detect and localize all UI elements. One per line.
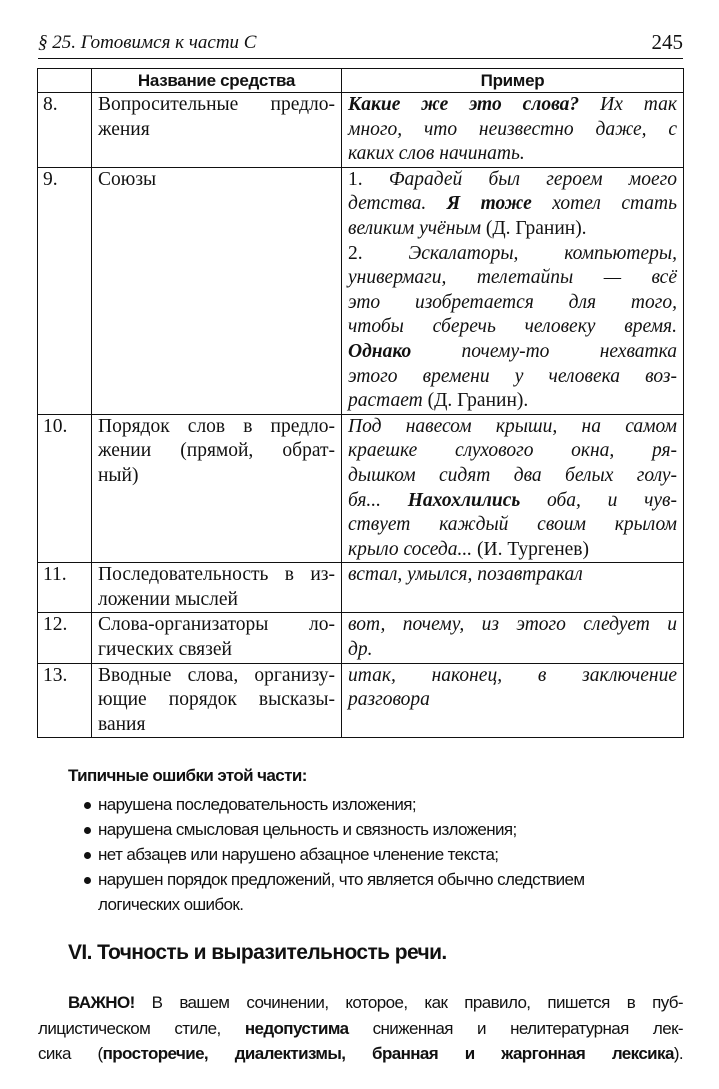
text-run: почему-то нехватка bbox=[411, 340, 677, 362]
error-line: нарушен порядок предложений, что является обычно следствием bbox=[98, 870, 585, 889]
text-run: Эскалаторы, компьютеры, bbox=[408, 242, 677, 264]
example-line bbox=[348, 242, 677, 267]
table-row bbox=[38, 414, 684, 563]
upright-text: (И. Тургенев) bbox=[477, 538, 590, 560]
text-run: лицистическом стиле, bbox=[38, 1018, 245, 1038]
text-run: краешке слухового окна, ря- bbox=[348, 440, 677, 462]
error-item bbox=[84, 792, 585, 817]
example-line bbox=[348, 464, 677, 489]
example-line bbox=[348, 664, 677, 689]
bold-text: ВАЖНО! bbox=[68, 993, 135, 1012]
example-text bbox=[342, 414, 684, 563]
bold-text: просторечие, диалектизмы, бранная и жаргонная лексика bbox=[102, 1044, 674, 1063]
bold-text: Я тоже bbox=[446, 193, 532, 215]
example-line bbox=[348, 118, 677, 143]
example-line bbox=[348, 389, 677, 414]
page-number: 245 bbox=[651, 30, 683, 54]
example-text bbox=[342, 93, 684, 168]
example-line bbox=[348, 340, 677, 365]
text-run: великим учёным bbox=[348, 217, 486, 239]
name-line: гических связей bbox=[98, 639, 232, 661]
example-line bbox=[348, 415, 677, 440]
means-name bbox=[92, 414, 342, 563]
name-line: жении (прямой, обрат- bbox=[98, 440, 335, 462]
upright-text: (Д. Гранин). bbox=[427, 390, 529, 412]
means-table bbox=[37, 68, 684, 738]
column-header-number bbox=[38, 69, 92, 93]
name-line: Союзы bbox=[98, 168, 157, 190]
bold-text: Какие же это слова? bbox=[348, 94, 580, 115]
example-line bbox=[348, 266, 677, 291]
name-line: Порядок слов в предло- bbox=[98, 415, 335, 437]
row-number: 9. bbox=[38, 167, 92, 414]
name-line: жения bbox=[98, 118, 150, 140]
text-run: дышком сидят два белых голу- bbox=[348, 464, 677, 486]
text-run: бя... bbox=[348, 489, 408, 511]
table-body bbox=[38, 93, 684, 738]
example-line bbox=[348, 217, 677, 242]
bold-text: Нахохлились bbox=[407, 489, 521, 511]
table-header-row bbox=[38, 69, 684, 93]
example-line bbox=[348, 688, 677, 713]
name-line: Вводные слова, организу- bbox=[98, 664, 335, 686]
upright-text: (Д. Гранин). bbox=[485, 217, 587, 239]
example-line bbox=[348, 513, 677, 538]
text-run: ствует каждый своим крылом bbox=[348, 514, 677, 536]
text-run: вот, почему, из этого следует и bbox=[348, 614, 677, 636]
upright-text: 2. bbox=[348, 242, 409, 264]
table-row bbox=[38, 613, 684, 663]
table-row bbox=[38, 167, 684, 414]
row-number: 13. bbox=[38, 663, 92, 738]
table-row bbox=[38, 93, 684, 168]
error-line: нарушена последовательность изложения; bbox=[98, 795, 417, 814]
example-line bbox=[348, 365, 677, 390]
error-item bbox=[84, 817, 585, 842]
error-line: логических ошибок. bbox=[98, 895, 244, 914]
text-run: итак, наконец, в заключение bbox=[348, 664, 677, 686]
bold-text: недопустима bbox=[244, 1018, 349, 1038]
error-item bbox=[84, 842, 585, 867]
text-run: разговора bbox=[348, 689, 430, 711]
text-run: этого времени у человека воз- bbox=[348, 365, 677, 387]
upright-text: 1. bbox=[348, 168, 389, 190]
text-run: каких слов начинать. bbox=[348, 143, 525, 165]
example-line bbox=[348, 142, 677, 167]
error-line: нет абзацев или нарушено абзацное членение текста; bbox=[98, 845, 499, 864]
errors-list bbox=[84, 792, 585, 917]
text-run: растает bbox=[348, 390, 428, 412]
example-line bbox=[348, 291, 677, 316]
error-item bbox=[84, 867, 585, 917]
example-line bbox=[348, 489, 677, 514]
name-line: Вопросительные предло- bbox=[98, 94, 335, 115]
name-line: ложении мыслей bbox=[98, 588, 238, 610]
paragraph-line bbox=[38, 1041, 683, 1067]
paragraph-line bbox=[38, 990, 683, 1016]
example-text bbox=[342, 563, 684, 613]
text-run: Фарадей был героем моего bbox=[388, 168, 678, 190]
example-text bbox=[342, 663, 684, 738]
text-run: др. bbox=[348, 639, 373, 661]
section-title: VI. Точность и выразительность речи. bbox=[68, 941, 447, 964]
means-name bbox=[92, 93, 342, 168]
row-number: 11. bbox=[38, 563, 92, 613]
errors-title: Типичные ошибки этой части: bbox=[68, 766, 307, 785]
example-line bbox=[348, 168, 677, 193]
running-header bbox=[38, 30, 683, 59]
text-run: детства. bbox=[348, 193, 447, 215]
important-paragraph bbox=[38, 990, 683, 1067]
means-name bbox=[92, 167, 342, 414]
row-number: 10. bbox=[38, 414, 92, 563]
text-run: это изобретается для того, bbox=[348, 291, 677, 313]
row-number: 12. bbox=[38, 613, 92, 663]
bold-text: Однако bbox=[348, 340, 412, 362]
example-line bbox=[348, 93, 677, 118]
example-line bbox=[348, 613, 677, 638]
text-run: Их так bbox=[579, 94, 678, 115]
example-line bbox=[348, 538, 677, 563]
text-run: В вашем сочинении, которое, как правило, пишется в пуб- bbox=[134, 993, 683, 1012]
means-name bbox=[92, 663, 342, 738]
text-run: сика ( bbox=[38, 1044, 103, 1063]
name-line: вания bbox=[98, 713, 146, 735]
text-run: оба, и чув- bbox=[520, 489, 677, 511]
paragraph-line bbox=[38, 1016, 683, 1042]
means-name bbox=[92, 613, 342, 663]
column-header-example: Пример bbox=[342, 69, 684, 93]
name-line: ный) bbox=[98, 464, 139, 486]
text-run: встал, умылся, позавтракал bbox=[348, 564, 583, 586]
table-row bbox=[38, 663, 684, 738]
text-run: чтобы сберечь человеку время. bbox=[348, 316, 677, 338]
text-run: хотел стать bbox=[531, 193, 678, 215]
name-line: Слова-организаторы ло- bbox=[98, 614, 335, 636]
text-run: универмаги, телетайпы — всё bbox=[348, 267, 677, 289]
example-line bbox=[348, 192, 677, 217]
name-line: ющие порядок высказы- bbox=[98, 689, 335, 711]
example-text bbox=[342, 167, 684, 414]
example-line bbox=[348, 563, 677, 588]
error-line: нарушена смысловая цельность и связность изложения; bbox=[98, 820, 517, 839]
text-run: Под навесом крыши, на самом bbox=[348, 415, 677, 437]
example-line bbox=[348, 315, 677, 340]
table-row bbox=[38, 563, 684, 613]
example-line bbox=[348, 439, 677, 464]
column-header-name: Название средства bbox=[92, 69, 342, 93]
row-number: 8. bbox=[38, 93, 92, 168]
means-name bbox=[92, 563, 342, 613]
text-run: крыло соседа... bbox=[348, 538, 478, 560]
text-run: ). bbox=[673, 1044, 683, 1063]
example-line bbox=[348, 638, 677, 663]
name-line: Последовательность в из- bbox=[98, 564, 335, 586]
text-run: сниженная и нелитературная лек- bbox=[348, 1018, 683, 1038]
text-run: много, что неизвестно даже, с bbox=[348, 118, 677, 140]
example-text bbox=[342, 613, 684, 663]
running-title: § 25. Готовимся к части С bbox=[38, 32, 257, 53]
